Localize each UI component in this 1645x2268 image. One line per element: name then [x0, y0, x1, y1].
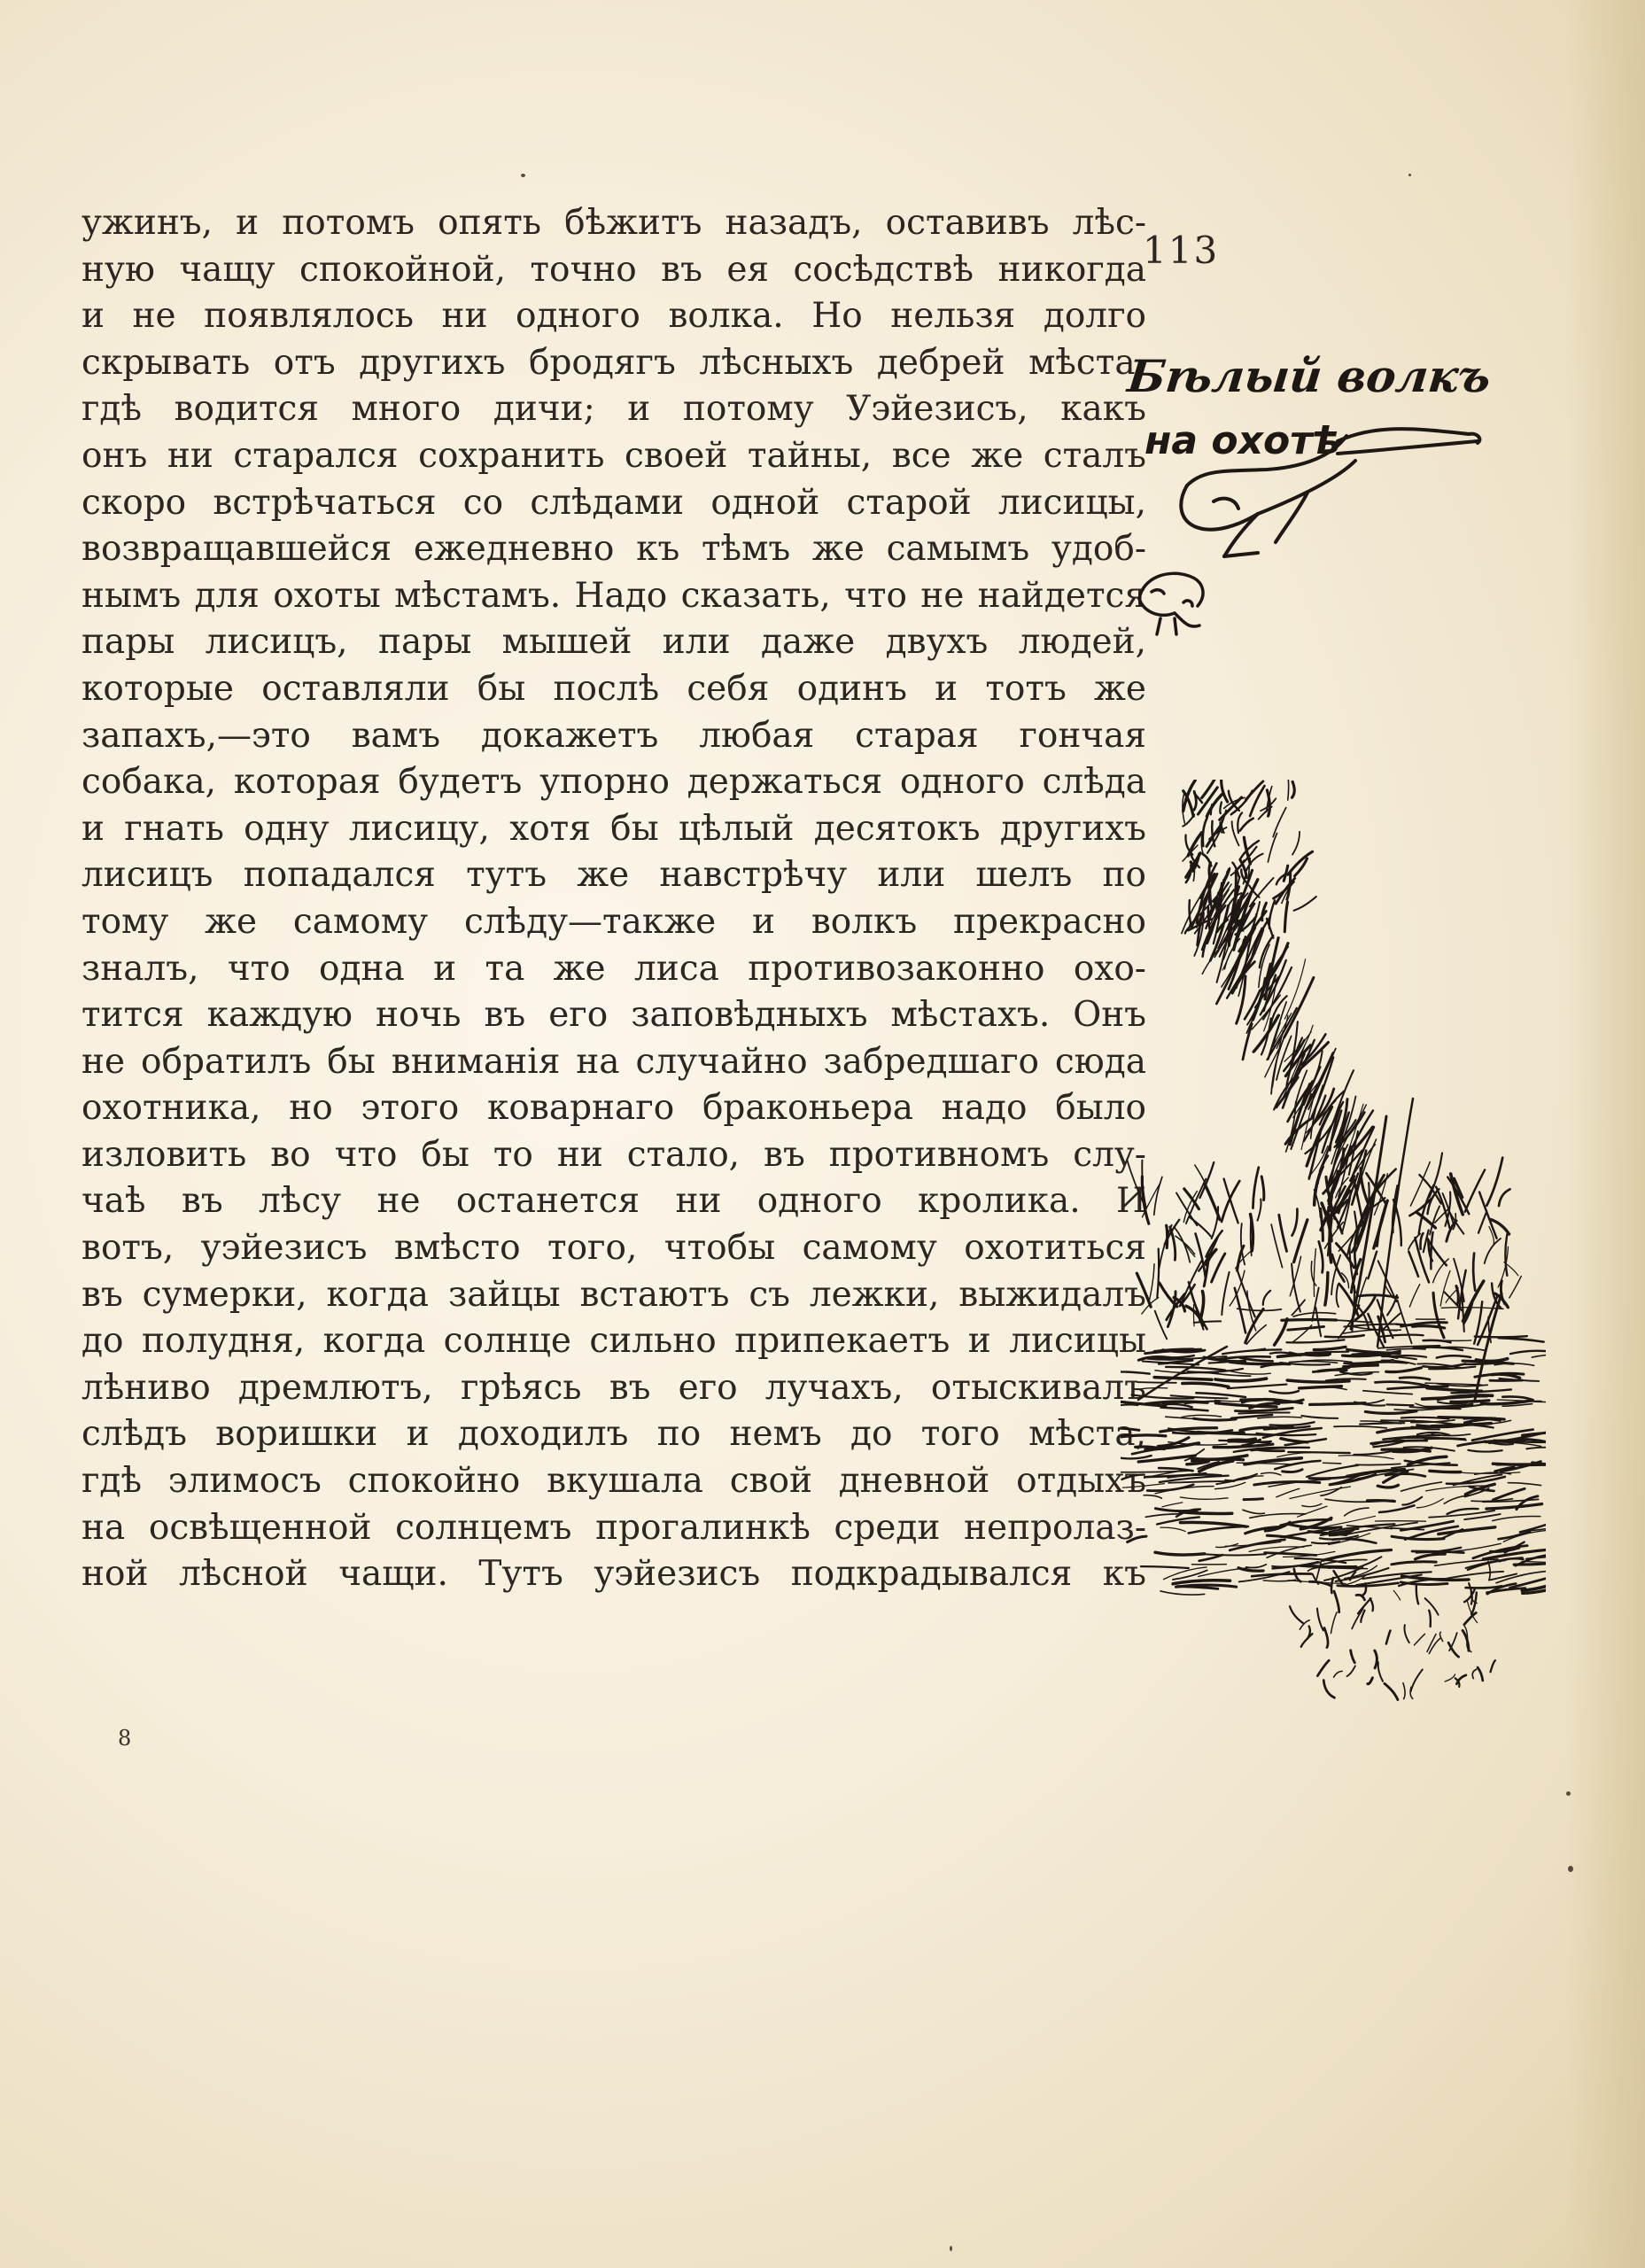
text-line: зналъ, что одна и та же лиса противозаконно охо-	[81, 948, 1146, 989]
signature-mark: 8	[118, 1726, 132, 1751]
text-line: ную чащу спокойной, точно въ ея сосѣдствѣ никогда	[81, 249, 1146, 290]
wolf-engraving-icon	[1121, 780, 1546, 1719]
text-line: не обратилъ бы вниманія на случайно забредшаго сюда	[81, 1041, 1146, 1082]
text-line: пары лисицъ, пары мышей или даже двухъ людей,	[81, 622, 1146, 663]
paper-speck	[1566, 1791, 1571, 1796]
text-line: на освѣщенной солнцемъ прогалинкѣ среди непролаз-	[81, 1507, 1146, 1548]
text-line: нымъ для охоты мѣстамъ. Надо сказать, что не найдется	[81, 575, 1146, 616]
title-art-icon	[1125, 337, 1497, 638]
page-number: 113	[1143, 229, 1220, 272]
page-edge-shadow	[1565, 0, 1645, 2268]
text-line: тится каждую ночь въ его заповѣдныхъ мѣстахъ. Онъ	[81, 995, 1146, 1036]
text-line: изловить во что бы то ни стало, въ противномъ слу-	[81, 1134, 1146, 1175]
paper-speck	[521, 174, 525, 177]
text-line: скоро встрѣчаться со слѣдами одной старой лисицы,	[81, 482, 1146, 523]
text-line: запахъ,—это вамъ докажетъ любая старая гончая	[81, 715, 1146, 756]
text-line: которые оставляли бы послѣ себя одинъ и тотъ же	[81, 668, 1146, 709]
title-line-2: на охотѣ	[1145, 418, 1342, 463]
text-line: гдѣ водится много дичи; и потому Уэйезисъ, какъ	[81, 389, 1146, 430]
paper-speck	[950, 2246, 952, 2251]
text-line: до полудня, когда солнце сильно припекаетъ и лисицы	[81, 1321, 1146, 1362]
text-line: и не появлялось ни одного волка. Но нельзя долго	[81, 296, 1146, 337]
text-line: охотника, но этого коварнаго браконьера надо было	[81, 1088, 1146, 1129]
text-line: скрывать отъ другихъ бродягъ лѣсныхъ дебрей мѣста,	[81, 342, 1146, 383]
text-line: тому же самому слѣду—также и волкъ прекрасно	[81, 901, 1146, 942]
text-line: чаѣ въ лѣсу не останется ни одного кролика. И	[81, 1181, 1146, 1222]
title-line-1: Бѣлый волкъ	[1125, 350, 1494, 402]
text-line: вотъ, уэйезисъ вмѣсто того, чтобы самому охотиться	[81, 1228, 1146, 1269]
text-line: гдѣ элимосъ спокойно вкушала свой дневной отдыхъ	[81, 1461, 1146, 1502]
text-line: ной лѣсной чащи. Тутъ уэйезисъ подкрадывался къ	[81, 1554, 1146, 1595]
paper-speck	[1408, 174, 1411, 176]
text-line: возвращавшейся ежедневно къ тѣмъ же самымъ удоб-	[81, 529, 1146, 570]
text-line: лѣниво дремлютъ, грѣясь въ его лучахъ, отыскивалъ	[81, 1367, 1146, 1408]
text-line: слѣдъ воришки и доходилъ по немъ до того мѣста,	[81, 1414, 1146, 1455]
text-line: и гнать одну лисицу, хотя бы цѣлый десятокъ другихъ	[81, 808, 1146, 849]
text-line: собака, которая будетъ упорно держаться одного слѣда	[81, 762, 1146, 803]
text-line: въ сумерки, когда зайцы встаютъ съ лежки, выжидалъ	[81, 1274, 1146, 1315]
text-line: ужинъ, и потомъ опять бѣжитъ назадъ, оставивъ лѣс-	[81, 203, 1146, 243]
face-sketch-icon	[1139, 573, 1203, 634]
text-line: лисицъ попадался тутъ же навстрѣчу или шелъ по	[81, 855, 1146, 896]
text-line: онъ ни старался сохранить своей тайны, все же сталъ	[81, 435, 1146, 476]
paper-speck	[1568, 1866, 1573, 1872]
body-text	[81, 200, 1146, 1598]
